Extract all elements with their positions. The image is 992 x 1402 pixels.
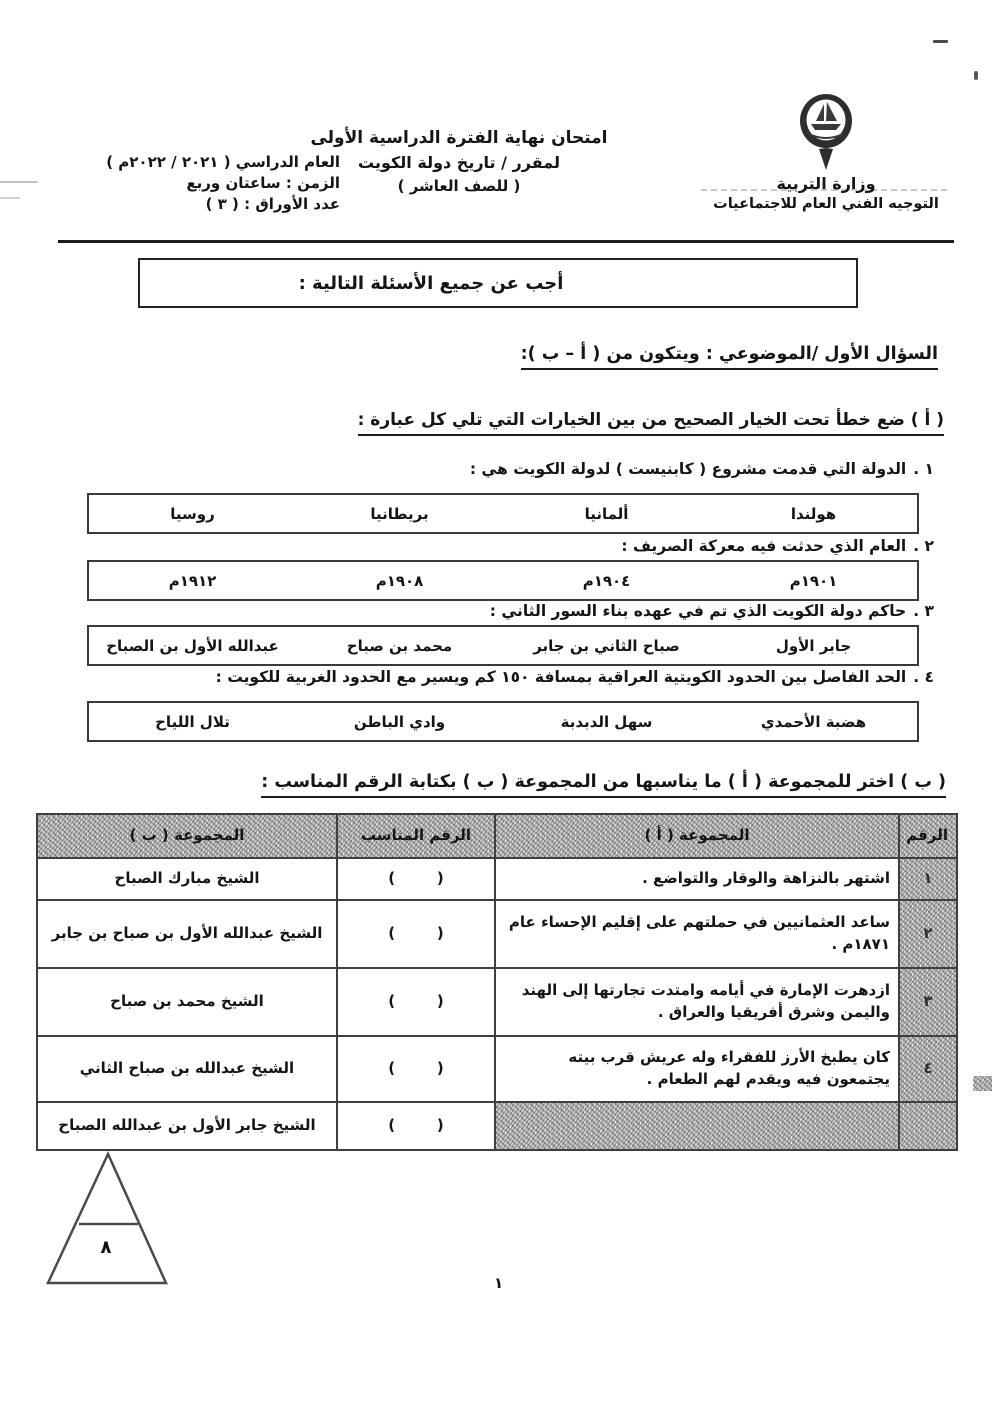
col-header-number: الرقم — [899, 814, 957, 858]
scan-artifact-blob — [973, 1076, 992, 1091]
mcq-item-3 — [490, 602, 934, 620]
table-row — [37, 968, 957, 1036]
part-a-heading: ( أ ) ضع خطأ تحت الخيار الصحيح من بين الخيارات التي تلي كل عبارة : — [358, 410, 944, 436]
col-header-group-a: المجموعة ( أ ) — [495, 814, 899, 858]
answer-blank: ( ) — [337, 968, 495, 1036]
page-number: ١ — [494, 1274, 504, 1292]
option: جابر الأول — [775, 636, 852, 655]
table-header-row — [37, 814, 957, 858]
group-b-name: الشيخ عبدالله الأول بن صباح بن جابر — [37, 900, 337, 968]
option: صباح الثاني بن جابر — [533, 636, 680, 655]
group-b-name: الشيخ عبدالله بن صباح الثاني — [37, 1036, 337, 1102]
group-b-name: الشيخ محمد بن صباح — [37, 968, 337, 1036]
option: سهل الدبدبة — [560, 712, 653, 731]
mcq-item-2-options — [87, 560, 919, 601]
mcq-item-4-text: الحد الفاصل بين الحدود الكويتية العراقية بمسافة ١٥٠ كم ويسير مع الحدود الغربية للكويت : — [215, 668, 907, 686]
mcq-item-1-text: الدولة التي قدمت مشروع ( كابنيست ) لدولة الكويت هي : — [469, 460, 907, 478]
scan-artifact-line — [0, 197, 20, 199]
group-a-statement: كان يطبخ الأرز للفقراء وله عريش قرب بيته يجتمعون فيه ويقدم لهم الطعام . — [495, 1036, 899, 1102]
table-row — [37, 1036, 957, 1102]
option: ١٩٠٤م — [582, 571, 631, 590]
ministry-name: وزارة التربية — [776, 174, 876, 193]
exam-title-line1: امتحان نهاية الفترة الدراسية الأولى — [310, 128, 608, 148]
directorate-name: التوجيه الفني العام للاجتماعيات — [713, 196, 939, 212]
scan-artifact-line — [0, 181, 38, 183]
exam-title-block — [294, 128, 624, 200]
row-number: ١ — [899, 858, 957, 900]
option: ١٩٠١م — [789, 571, 838, 590]
instruction-box — [138, 258, 858, 308]
mcq-item-4-number: ٤ . — [913, 668, 934, 686]
answer-blank: ( ) — [337, 1102, 495, 1150]
option: هولندا — [790, 504, 837, 523]
school-year: العام الدراسي ( ٢٠٢١ / ٢٠٢٢م ) — [106, 153, 340, 171]
triangle-score-value: ٨ — [100, 1237, 112, 1258]
option: روسيا — [170, 504, 215, 523]
group-b-name: الشيخ مبارك الصباح — [37, 858, 337, 900]
exam-title-line3: ( للصف العاشر ) — [397, 177, 521, 195]
option: ١٩١٢م — [168, 571, 217, 590]
option: عبدالله الأول بن الصباح — [106, 636, 279, 655]
row-number: ٢ — [899, 900, 957, 968]
score-triangle — [42, 1150, 172, 1290]
mcq-item-4-options — [87, 701, 919, 742]
option: هضبة الأحمدي — [760, 712, 867, 731]
answer-blank: ( ) — [337, 900, 495, 968]
option: محمد بن صباح — [346, 636, 453, 655]
exam-duration: الزمن : ساعتان وربع — [186, 174, 340, 192]
mcq-item-3-options — [87, 625, 919, 666]
table-row — [37, 900, 957, 968]
ministry-header — [696, 92, 956, 212]
exam-info-block — [66, 152, 340, 215]
row-number — [899, 1102, 957, 1150]
option: بريطانيا — [370, 504, 429, 523]
option: تلال اللياح — [155, 712, 230, 731]
matching-table — [36, 813, 958, 1151]
row-number: ٣ — [899, 968, 957, 1036]
row-number: ٤ — [899, 1036, 957, 1102]
group-a-statement — [495, 1102, 899, 1150]
scan-artifact-dash — [933, 40, 948, 43]
question1-title: السؤال الأول /الموضوعي : ويتكون من ( أ – ب ): — [521, 344, 938, 370]
group-a-statement: ساعد العثمانيين في حملتهم على إقليم الإحساء عام ١٨٧١م . — [495, 900, 899, 968]
mcq-item-2 — [621, 537, 934, 555]
header-separator-line — [58, 240, 954, 243]
option: وادي الباطن — [353, 712, 446, 731]
mcq-item-4 — [216, 668, 934, 686]
mcq-item-3-number: ٣ . — [913, 602, 934, 620]
option: ألمانيا — [584, 504, 629, 523]
mcq-item-2-text: العام الذي حدثت فيه معركة الصريف : — [621, 537, 907, 555]
scan-artifact-dot — [974, 71, 978, 80]
exam-title-line2: لمقرر / تاريخ دولة الكويت — [358, 153, 560, 172]
mcq-item-1 — [470, 460, 934, 478]
mcq-item-1-options — [87, 493, 919, 534]
answer-blank: ( ) — [337, 1036, 495, 1102]
kuwait-emblem-logo — [798, 92, 854, 170]
instruction-text: أجب عن جميع الأسئلة التالية : — [298, 272, 564, 294]
answer-blank: ( ) — [337, 858, 495, 900]
col-header-group-b: المجموعة ( ب ) — [37, 814, 337, 858]
mcq-item-2-number: ٢ . — [913, 537, 934, 555]
group-a-statement: اشتهر بالنزاهة والوقار والتواضع . — [495, 858, 899, 900]
table-row — [37, 858, 957, 900]
mcq-item-3-text: حاكم دولة الكويت الذي تم في عهده بناء السور الثاني : — [489, 602, 907, 620]
col-header-answer: الرقم المناسب — [337, 814, 495, 858]
papers-count: عدد الأوراق : ( ٣ ) — [205, 195, 340, 213]
table-row — [37, 1102, 957, 1150]
option: ١٩٠٨م — [375, 571, 424, 590]
mcq-item-1-number: ١ . — [913, 460, 934, 478]
part-b-heading: ( ب ) اختر للمجموعة ( أ ) ما يناسبها من المجموعة ( ب ) بكتابة الرقم المناسب : — [261, 772, 946, 798]
group-a-statement: ازدهرت الإمارة في أيامه وامتدت تجارتها إلى الهند واليمن وشرق أفريقيا والعراق . — [495, 968, 899, 1036]
group-b-name: الشيخ جابر الأول بن عبدالله الصباح — [37, 1102, 337, 1150]
